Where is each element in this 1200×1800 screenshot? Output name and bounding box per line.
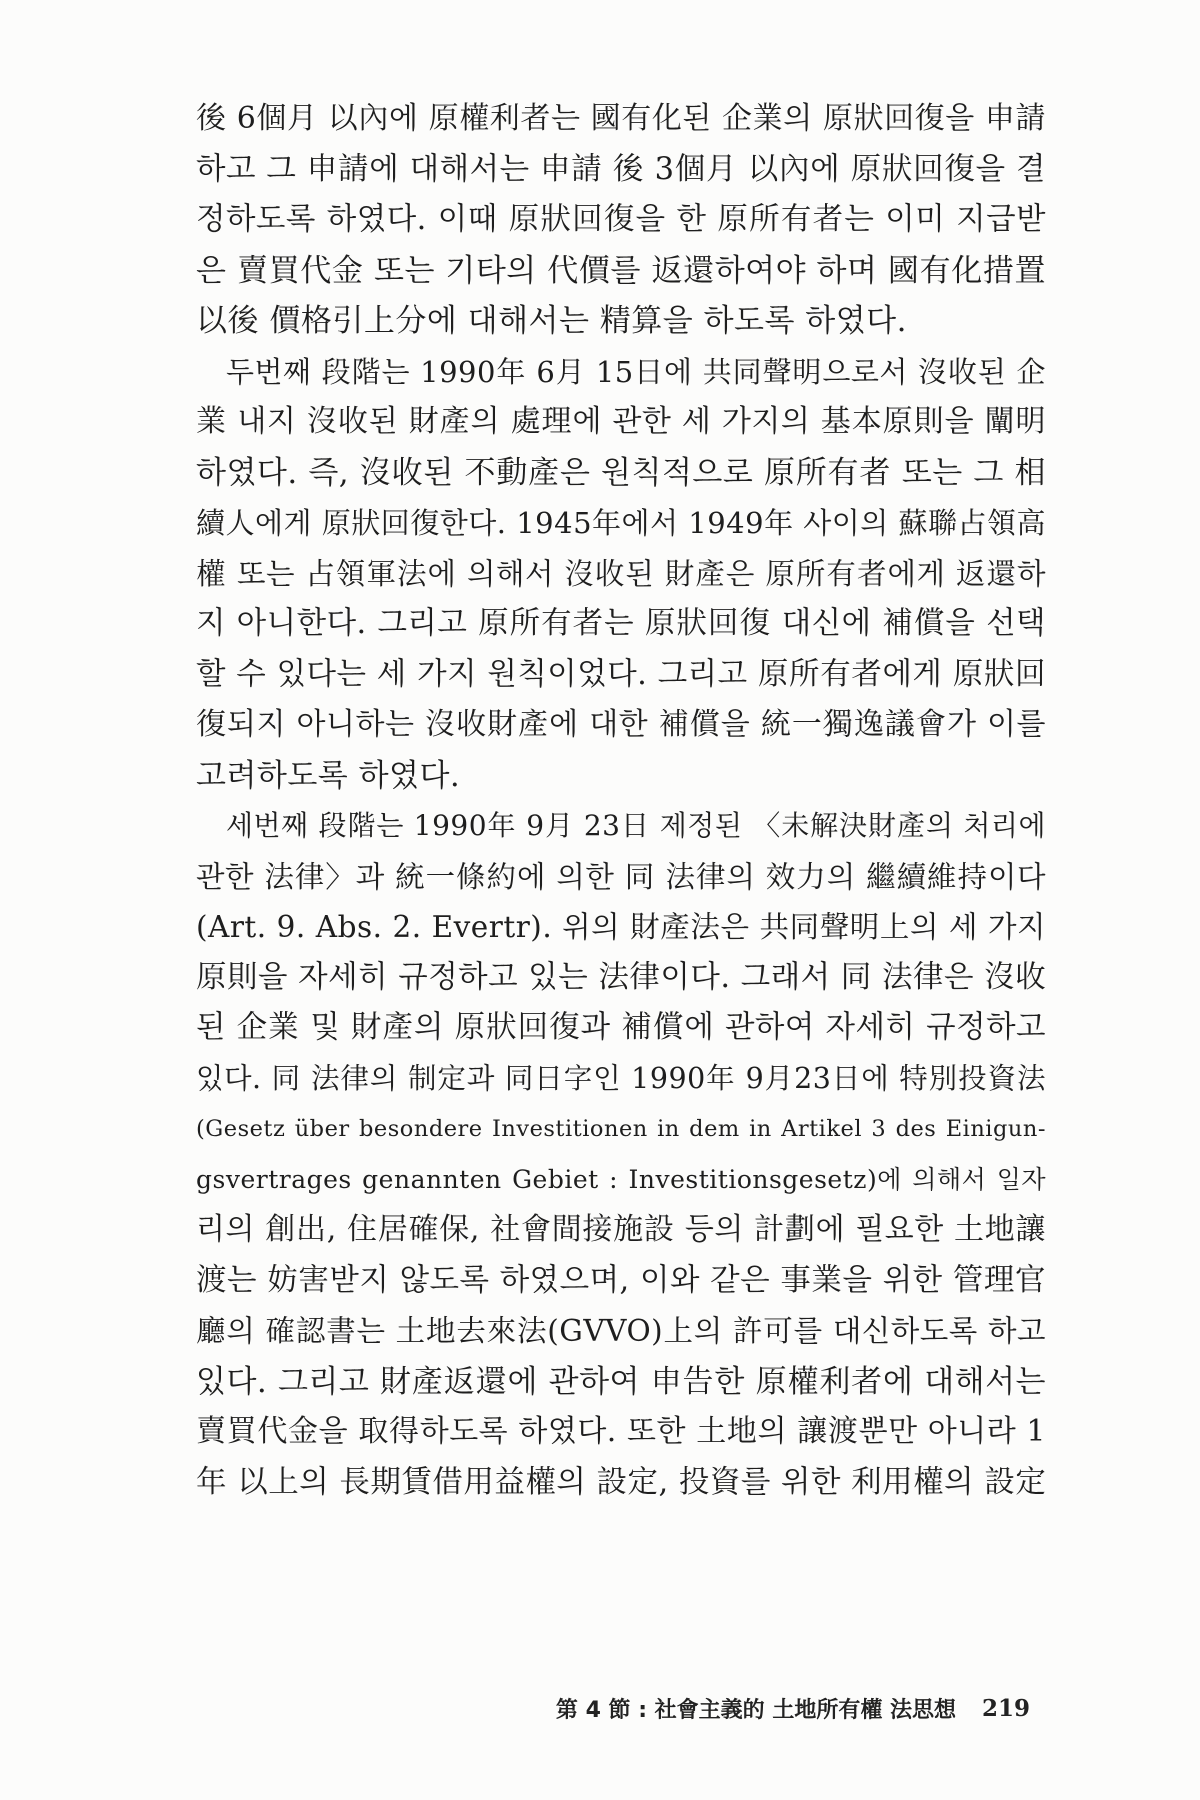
body-text — [196, 94, 1046, 1508]
text-line: 고려하도록 하였다. — [196, 757, 461, 794]
page-number: 219 — [981, 1694, 1030, 1722]
text-line: 지 아니한다. 그리고 原所有者는 原狀回復 대신에 補償을 선택 — [196, 606, 1046, 641]
text-line: 세번째 段階는 1990年 9月 23日 제정된 〈未解決財產의 처리에 — [226, 809, 1046, 842]
text-line: gsvertrages genannten Gebiet : Investitionsgesetz)에 의해서 일자 — [196, 1164, 1046, 1194]
text-line: 渡는 妨害받지 않도록 하였으며, 이와 같은 事業을 위한 管理官 — [196, 1262, 1046, 1298]
text-line: 以後 價格引上分에 대해서는 精算을 하도록 하였다. — [196, 303, 907, 339]
text-line: 있다. 同 法律의 制定과 同日字인 1990年 9月23日에 特別投資法 — [196, 1061, 1046, 1095]
text-line: 後 6個月 以內에 原權利者는 國有化된 企業의 原狀回復을 申請 — [196, 101, 1046, 136]
running-head: 第 4 節 : 社會主義的 土地所有權 法思想 — [555, 1697, 956, 1723]
text-line: 年 以上의 長期賃借用益權의 設定, 投資를 위한 利用權의 設定 — [196, 1464, 1046, 1500]
page-footer — [550, 1688, 1030, 1728]
text-line: 續人에게 原狀回復한다. 1945年에서 1949年 사이의 蘇聯占領高 — [196, 506, 1046, 540]
text-line: 原則을 자세히 규정하고 있는 法律이다. 그래서 同 法律은 沒收 — [196, 959, 1046, 995]
text-line: 하였다. 즉, 沒收된 不動產은 원칙적으로 原所有者 또는 그 相 — [196, 454, 1046, 491]
text-line: 權 또는 占領軍法에 의해서 沒收된 財產은 原所有者에게 返還하 — [196, 556, 1046, 591]
text-line: 은 賣買代金 또는 기타의 代價를 返還하여야 하며 國有化措置 — [196, 252, 1046, 289]
text-line: (Gesetz über besondere Investitionen in dem in Artikel 3 des Einigun- — [196, 1116, 1046, 1142]
text-line: 된 企業 및 財產의 原狀回復과 補償에 관하여 자세히 규정하고 — [196, 1010, 1046, 1045]
text-line: 할 수 있다는 세 가지 원칙이었다. 그리고 原所有者에게 原狀回 — [196, 656, 1046, 692]
text-line: 賣買代金을 取得하도록 하였다. 또한 土地의 讓渡뿐만 아니라 1 — [196, 1414, 1046, 1449]
text-line: 리의 創出, 住居確保, 社會間接施設 등의 計劃에 필요한 土地讓 — [196, 1212, 1046, 1247]
text-line: 復되지 아니하는 沒收財產에 대한 補償을 統一獨逸議會가 이를 — [196, 707, 1046, 742]
text-line: 있다. 그리고 財產返還에 관하여 申告한 原權利者에 대해서는 — [196, 1363, 1046, 1400]
text-line: (Art. 9. Abs. 2. Evertr). 위의 財產法은 共同聲明上의 세 가지 — [196, 910, 1046, 944]
text-line: 廳의 確認書는 土地去來法(GVVO)上의 許可를 대신하도록 하고 — [196, 1314, 1046, 1348]
text-line: 관한 法律〉과 統一條約에 의한 同 法律의 效力의 繼續維持이다 — [196, 859, 1046, 894]
text-line: 業 내지 沒收된 財產의 處理에 관한 세 가지의 基本原則을 闡明 — [196, 404, 1046, 439]
text-line: 하고 그 申請에 대해서는 申請 後 3個月 以內에 原狀回復을 결 — [196, 151, 1046, 187]
text-line: 정하도록 하였다. 이때 原狀回復을 한 原所有者는 이미 지급받 — [196, 202, 1046, 237]
text-line: 두번째 段階는 1990年 6月 15日에 共同聲明으로서 沒收된 企 — [226, 354, 1046, 389]
